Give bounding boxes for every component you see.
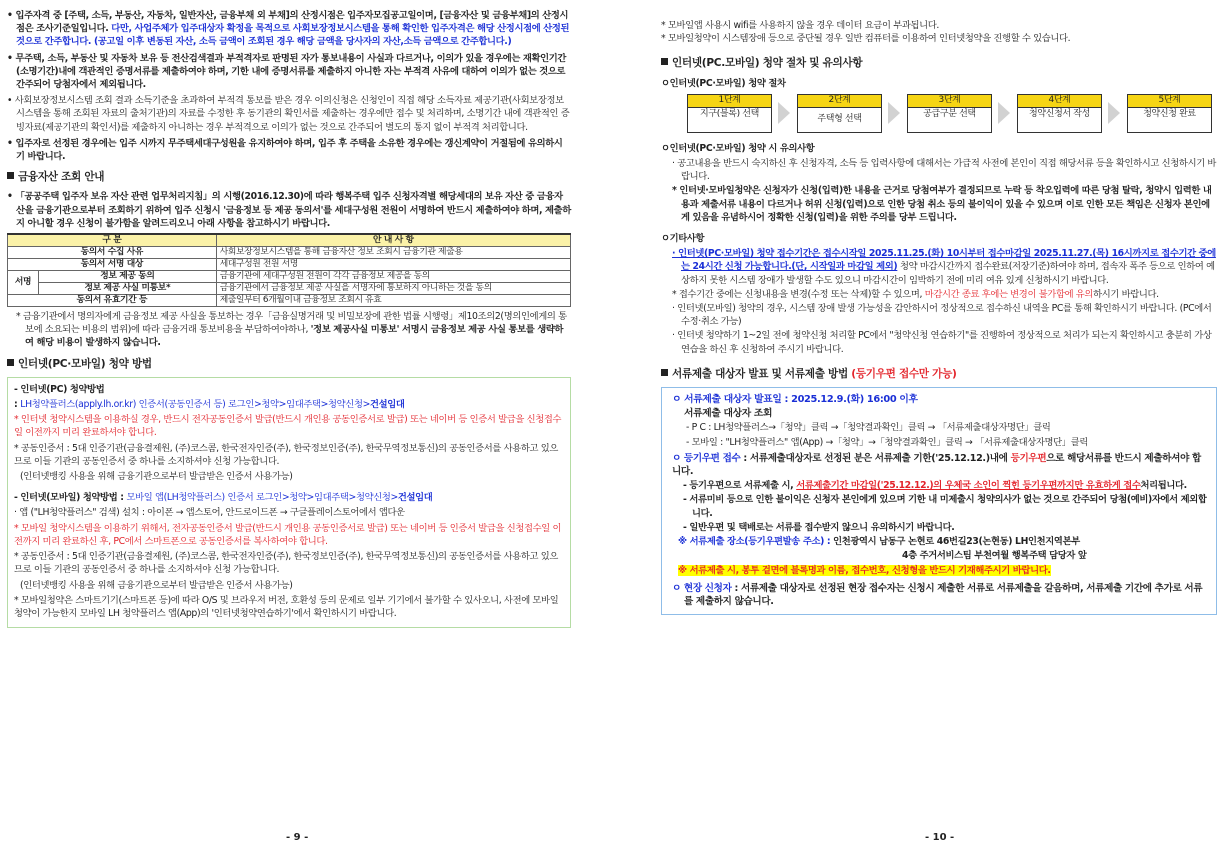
table-cell-label: 정보 제공 사실 미통보* [39, 283, 217, 295]
section-internet-method-title: 인터넷(PC·모바일) 청약 방법 [7, 358, 571, 371]
table-cell-value: 사회보장정보시스템을 통해 금융자산 정보 조회시 금융기관 제출용 [216, 247, 570, 259]
section-financial-text: • 「공공주택 입주자 보유 자산 관련 업무처리지침」의 시행(2016.12.30)에 따라 행복주택 입주 신청자격별 해당세대의 보유 자산 중 금융자산을 금융기관으로부터 조회하기 위하여 입주 신청시 '금융정보 등 제공 동의서'를 세대구성원 전원이 서명하여 반드시 제출하여야 하며, 제출하지 아니할 경우 신청이 불가함을 알려드리오니 아래 사항을 참고하시기 바랍니다. [7, 191, 571, 229]
mail-item: - 등기우편으로 서류제출 시, 서류제출기간 마감일('25.12.12.)의 우체국 소인이 찍힌 등기우편까지만 유효하게 접수처리됩니다. [683, 480, 1187, 492]
pc-method-path: : LH청약플러스(apply.lh.or.kr) 인증서(공동인증서 등) 로그인>청약>임대주택>청약신청>건설임대 [14, 399, 405, 411]
table-header-row [8, 234, 571, 247]
table-footnote: * 금융기관에서 명의자에게 금융정보 제공 사실을 통보하는 경우「금융실명거래 및 비밀보장에 관한 법률 시행령」제10조의2(명의인에게의 통보에 소요되는 비용의 범위)에 따라 금융거래 통보비용을 부담하여야하나, '정보 제공사실 미통보' 서명시 금융정보 제공 사실 통보를 생략하여 해당 비용이 발생하지 않습니다. [16, 311, 567, 349]
pc-method-title: - 인터넷(PC) 청약방법 [14, 383, 105, 395]
step-arrow-icon [778, 102, 790, 124]
mail-submission: ㅇ 등기우편 접수 : 서류제출대상자로 선정된 분은 서류제출 기한('25.12.12.)내에 등기우편으로 해당서류를 반드시 제출하셔야 합니다. [672, 452, 1201, 478]
section-financial-title: 금융자산 조회 안내 [7, 171, 571, 184]
caution-item: * 인터넷·모바일청약은 신청자가 신청(입력)한 내용을 근거로 당첨여부가 결정되므로 누락 등 착오입력에 따른 당첨 탈락, 청약시 입력한 내용과 제출서류 내용이 다르거나 허위 신청(입력)으로 인한 당첨 취소 등의 불이익이 있을 수 있으며 이로 인한 모든 책임은 신청자 본인에게 있음을 유념하시어 정확한 신청(입력)을 위한 주의를 당부 드립니다. [672, 185, 1212, 223]
announce-lookup: 서류제출 대상자 조회 [684, 408, 773, 420]
submission-place-detail: 4층 주거서비스팀 부천여월 행복주택 담당자 앞 [902, 550, 1087, 562]
table-cell-label: 동의서 유효기간 등 [8, 295, 217, 307]
procedure-steps [687, 94, 1217, 134]
mobile-cert-note: * 공동인증서 : 5대 인증기관(금융결제원, (주)코스콤, 한국전자인증(주), 한국정보인증(주), 한국무역정보통신)의 공동인증서를 사용하고 있으므로 이들 기관의 공동인증서 중 하나를 소지하셔야 신청 가능합니다. [14, 551, 559, 576]
other-item: * 접수기간 중에는 신청내용을 변경(수정 또는 삭제)할 수 있으며, 마감시간 종료 후에는 변경이 불가함에 유의하시기 바랍니다. [672, 288, 1159, 300]
other-item: · 인터넷 청약하기 1~2일 전에 청약신청 처리할 PC에서 "청약신청 연습하기"를 진행하여 정상적으로 처리가 되는지 확인하시고 충분히 가상연습을 하신 후 신청하여 주시기 바랍니다. [672, 330, 1212, 355]
table-row [8, 283, 571, 295]
mobile-cert-warning: * 모바일 청약시스템을 이용하기 위해서, 전자공동인증서 발급(반드시 개인용 공동인증서로 발급) 또는 네이버 등 인증서 발급을 신청접수일 이전까지 미리 완료하신 후, PC에서 스마트폰으로 공동인증서를 복사하여야 합니다. [14, 522, 562, 547]
table-cell-value: 금융기관에서 금융정보 제공 사실을 서명자에 통보하지 아니하는 것을 동의 [216, 283, 570, 295]
step-1: 1단계 지구(블록) 선택 [687, 94, 772, 133]
procedure-subtitle: ㅇ인터넷(PC·모바일) 청약 절차 [661, 77, 786, 89]
announce-date: ㅇ 서류제출 대상자 발표일 : 2025.12.9.(화) 16:00 이후 [672, 394, 918, 406]
pc-cert-warning: * 인터넷 청약시스템을 이용하실 경우, 반드시 전자공동인증서 발급(반드시 개인용 공동인증서로 발급) 또는 네이버 등 인증서 발급을 신청접수일 이전까지 미리 완료하셔야 합니다. [14, 414, 562, 439]
table-row [8, 247, 571, 259]
other-subtitle: ㅇ기타사항 [661, 233, 705, 245]
intro-bullet-1: • 입주자격 중 [주택, 소득, 부동산, 자동차, 일반자산, 금융부채 외 부채]의 산정시점은 입주자모집공고일이며, [금융자산 및 금융부채]의 산정시점은 조사기준일입니다. 다만, 사업주체가 입주대상자 확정을 목적으로 사회보장정보시스템을 통해 확인한 입주자격은 해당 산정시점에 산정된 것으로 간주합니다. (공고일 이후 변동된 자산, 소득 금액이 조회된 경우 해당 금액을 당사자의 자산,소득 금액으로 간주합니다.) [7, 10, 570, 48]
table-header: 안 내 사 항 [216, 234, 570, 247]
step-2: 2단계 주택형 선택 [797, 94, 882, 133]
table-row [8, 259, 571, 271]
top-note: * 모바일청약이 시스템장애 등으로 중단될 경우 일반 컴퓨터를 이용하여 인터넷청약을 진행할 수 있습니다. [661, 33, 1071, 45]
table-header: 구 분 [8, 234, 217, 247]
mobile-method-title: - 인터넷(모바일) 청약방법 : 모바일 앱(LH청약플러스) 인증서 로그인>청약>임대주택>청약신청>건설임대 [14, 492, 433, 504]
mobile-app-install: · 앱 ("LH청약플러스" 검색) 설치 : 아이폰 → 앱스토어, 안드로이드폰 → 구글플레이스토어에서 앱다운 [14, 507, 405, 519]
caution-subtitle: ㅇ인터넷(PC·모바일) 청약 시 유의사항 [661, 142, 815, 154]
mobile-os-note: * 모바일청약은 스마트기기(스마트폰 등)에 따라 O/S 및 브라우저 버전, 호환성 등의 문제로 일부 기기에서 불가할 수 있사오니, 사전에 모바일청약이 가능한지 모바일 LH 청약플러스 앱(App)의 '인터넷청약연습하기'에서 확인하시기 바랍니다. [14, 594, 559, 619]
pc-cert-note: * 공동인증서 : 5대 인증기관(금융결제원, (주)코스콤, 한국전자인증(주), 한국정보인증(주), 한국무역정보통신)의 공동인증서를 사용하고 있으므로 이들 기관의 공동인증서 중 하나를 소지하셔야 신청 가능합니다. [14, 442, 559, 467]
intro-bullet-4: • 입주자로 선정된 경우에는 입주 시까지 무주택세대구성원을 유지하여야 하며, 입주 후 주택을 소유한 경우에는 갱신계약이 거절됨에 유의하시기 바랍니다. [7, 137, 563, 163]
table-cell-value: 제출일부터 6개월이내 금융정보 조회시 유효 [216, 295, 570, 307]
table-cell-group: 서명 [8, 271, 39, 295]
announce-pc: - P C : LH청약플러스→「청약」클릭 →「청약결과확인」클릭 → 「서류제출대상자명단」클릭 [686, 422, 1051, 434]
table-cell-value: 세대구성원 전원 서명 [216, 259, 570, 271]
table-cell-value: 금융기관에 세대구성원 전원이 각각 금융정보 제공을 동의 [216, 271, 570, 283]
section-documents-title: 서류제출 대상자 발표 및 서류제출 방법 (등기우편 접수만 가능) [661, 368, 1217, 381]
step-arrow-icon [888, 102, 900, 124]
other-item: · 인터넷(모바일) 청약의 경우, 시스템 장애 발생 가능성을 감안하시어 정상적으로 접수하신 내역을 PC를 통해 확인하시기 바랍니다. (PC에서 수정·취소 가능) [672, 303, 1212, 328]
top-note: * 모바일앱 사용시 wifi를 사용하지 않을 경우 데이터 요금이 부과됩니다. [661, 20, 940, 31]
onsite-applicant: ㅇ 현장 신청자 : 서류제출 대상자로 선정된 현장 접수자는 신청시 제출한 서류로 서류제출을 갈음하며, 서류제출 기간에 추가로 서류를 제출하지 않습니다. [672, 582, 1203, 607]
other-item: · 인터넷(PC·모바일) 청약 접수기간은 접수시작일 2025.11.25.(화) 10시부터 접수마감일 2025.11.27.(목) 16시까지로 접수기간 중에는 24시간 신청 가능합니다.(단, 시작일과 마감일 제외) 청약 마감시간까지 접수완료(저장기준)하여야 하며, 접속자 폭주 등으로 인하여 예상하지 못한 시스템 장애가 발생할 수도 있으니 마감시간이 임박하기 전에 미리 여유 있게 신청하시기 바랍니다. [672, 248, 1216, 286]
step-3: 3단계 공급구분 선택 [907, 94, 992, 133]
mobile-bank-note: (인터넷뱅킹 사용을 위해 금융기관으로부터 발급받은 인증서 사용가능) [20, 579, 293, 591]
step-4: 4단계 청약신청서 작성 [1017, 94, 1102, 133]
table-cell-label: 동의서 수집 사유 [8, 247, 217, 259]
table-row [8, 295, 571, 307]
intro-bullet-3: • 사회보장정보시스템 조회 결과 소득기준을 초과하여 부적격 통보를 받은 경우 이의신청은 신청인이 직접 해당 소득자료 제공기관(사회보장정보시스템을 통해 조회된 자료의 출처기관)의 자료를 수정한 후 동기관의 확인서를 제출하는 경우에만 접수 및 처리하며, 소명기간 내에 객관적인 증빙자료(제공기관의 확인서)를 제출하지 아니하는 경우 부적격으로 이의가 없는 것으로 간주되어 별도의 통지 없이 부적격 처리합니다. [7, 95, 570, 133]
page-number: - 9 - [286, 832, 309, 843]
pc-bank-note: (인터넷뱅킹 사용을 위해 금융기관으로부터 발급받은 인증서 사용가능) [20, 471, 293, 483]
consent-table [7, 233, 571, 307]
envelope-warning: ※ 서류제출 시, 봉투 겉면에 블록명과 이름, 접수번호, 신청형을 반드시 기재해주시기 바랍니다. [678, 564, 1051, 576]
mail-item: - 일반우편 및 택배로는 서류를 접수받지 않으니 유의하시기 바랍니다. [683, 521, 955, 533]
submission-place: ※ 서류제출 장소(등기우편발송 주소) : 인천광역시 남동구 논현로 46번길23(논현동) LH인천지역본부 [678, 536, 1080, 548]
table-row [8, 271, 571, 283]
left-column [7, 9, 571, 628]
step-arrow-icon [1108, 102, 1120, 124]
internet-method-box [7, 377, 571, 628]
step-arrow-icon [998, 102, 1010, 124]
right-column [661, 19, 1217, 615]
table-cell-label: 정보 제공 동의 [39, 271, 217, 283]
section-procedure-title: 인터넷(PC.모바일) 청약 절차 및 유의사항 [661, 57, 1217, 70]
step-5: 5단계 청약신청 완료 [1127, 94, 1212, 133]
announce-mobile: - 모바일 : "LH청약플러스" 앱(App) →「청약」→「청약결과확인」클릭 → 「서류제출대상자명단」클릭 [686, 436, 1088, 448]
page-number: - 10 - [925, 832, 955, 843]
caution-item: · 공고내용을 반드시 숙지하신 후 신청자격, 소득 등 입력사항에 대해서는 가급적 사전에 본인이 직접 해당서류 등을 확인하시고 신청하시기 바랍니다. [672, 158, 1217, 183]
table-cell-label: 동의서 서명 대상 [8, 259, 217, 271]
documents-box [661, 387, 1217, 615]
mail-item: - 서류미비 등으로 인한 불이익은 신청자 본인에게 있으며 기한 내 미제출시 청약의사가 없는 것으로 간주되어 당첨(예비)자에서 제외합니다. [683, 494, 1207, 519]
intro-bullet-2: • 무주택, 소득, 부동산 및 자동차 보유 등 전산검색결과 부적격자로 판명된 자가 통보내용이 사실과 다르거나, 이의가 있을 경우에는 재확인기간(소명기간)내에 객관적인 증명서류를 제출하여야 하며, 기한 내에 증명서류를 제출하지 아니한 자는 부적격 사유에 대하여 이의가 없는 것으로 간주되어 당첨자에서 제외됩니다. [7, 52, 567, 91]
